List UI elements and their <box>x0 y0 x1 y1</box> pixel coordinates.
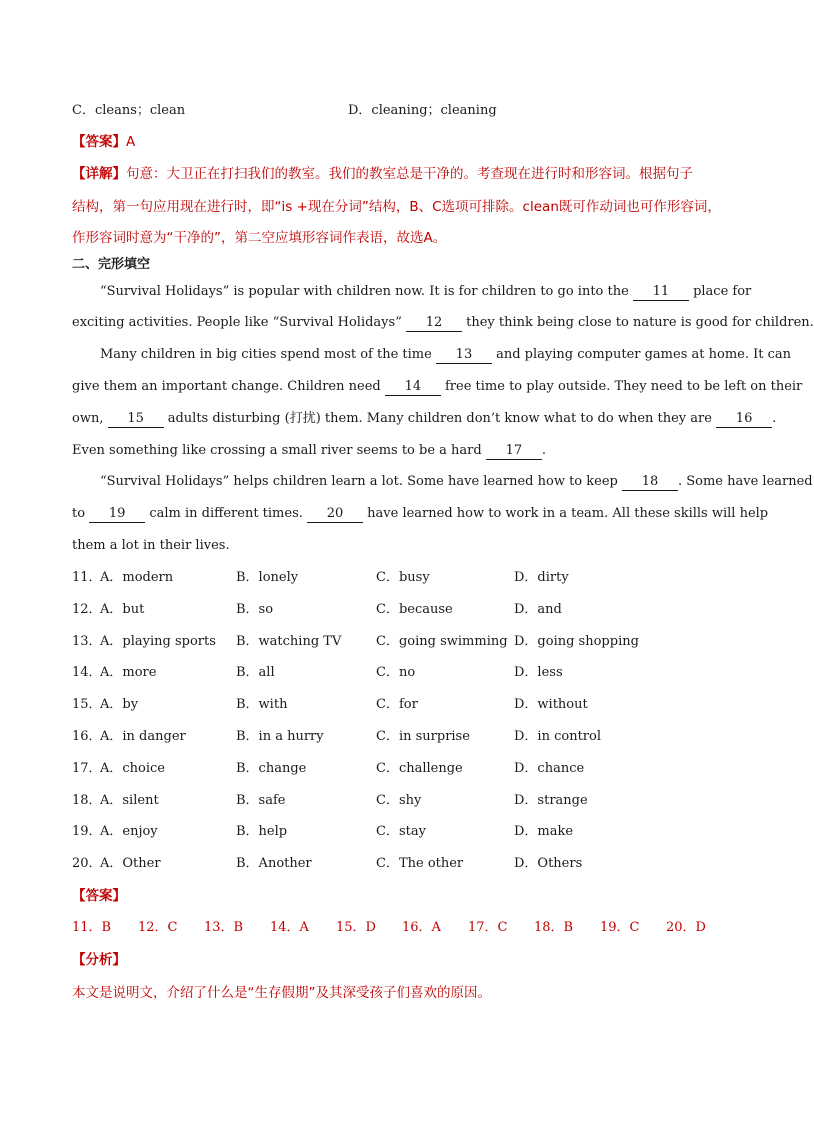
option-c: C．going swimming <box>376 633 508 649</box>
prev-option-c: C．cleans；clean <box>72 103 186 118</box>
passage-text: own, <box>72 411 108 426</box>
option-b: B．watching TV <box>236 633 342 649</box>
prev-option-d: D．cleaning；cleaning <box>348 103 497 118</box>
option-c: C．no <box>376 665 416 681</box>
option-b: B．with <box>236 697 288 713</box>
option-b: B．lonely <box>236 570 299 585</box>
option-a: A．in danger <box>100 729 186 744</box>
passage-text: and playing computer games at home. It can <box>491 347 791 362</box>
prev-detail-line-2: 结构，第一句应用现在进行时，即“is +现在分词”结构，B、C选项可排除。clean既可作动词也可作形容词， <box>72 199 721 215</box>
option-d: D．without <box>514 697 588 713</box>
prev-answer-value: A <box>126 134 136 150</box>
passage-text: adults disturbing (打扰) them. Many children don’t know what to do when they are <box>163 411 717 426</box>
passage-line-3 <box>100 345 791 365</box>
answer-item: 11．B <box>72 920 112 935</box>
question-row <box>72 632 732 652</box>
answer-item: 19．C <box>600 920 640 935</box>
prev-detail-line-1 <box>72 164 693 184</box>
option-c: C．stay <box>376 824 426 840</box>
option-d: D．chance <box>514 760 585 776</box>
answer-item: 15．D <box>336 920 376 935</box>
question-number: 12． <box>72 601 102 617</box>
passage-text: they think being close to nature is good for children. <box>461 315 814 330</box>
analysis-text: 本文是说明文，介绍了什么是“生存假期”及其深受孩子们喜欢的原因。 <box>72 985 491 1001</box>
option-a: A．playing sports <box>100 633 216 649</box>
question-number: 13． <box>72 633 102 649</box>
question-number: 14． <box>72 665 102 681</box>
question-number: 11． <box>72 570 102 585</box>
option-d: D．make <box>514 824 574 840</box>
blank-19: 19 <box>89 506 145 523</box>
option-b: B．so <box>236 601 274 617</box>
option-d: D．in control <box>514 729 601 744</box>
prev-detail-line-3: 作形容词时意为“干净的”，第二空应填形容词作表语，故选A。 <box>72 230 447 246</box>
option-d: D．dirty <box>514 570 569 585</box>
option-c: C．busy <box>376 570 430 585</box>
question-row <box>72 822 732 842</box>
option-a: A．silent <box>100 792 159 808</box>
passage-text: Even something like crossing a small river seems to be a hard <box>72 443 486 458</box>
passage-text: to <box>72 506 90 521</box>
blank-18: 18 <box>622 474 678 491</box>
blank-12: 12 <box>406 315 462 332</box>
passage-text: give them an important change. Children need <box>72 379 385 394</box>
option-b: B．Another <box>236 856 312 872</box>
option-a: A．modern <box>100 570 174 585</box>
option-d: D．going shopping <box>514 633 639 649</box>
option-c: C．for <box>376 697 418 713</box>
passage-line-9: them a lot in their lives. <box>72 538 230 553</box>
passage-text: Many children in big cities spend most of the time <box>100 347 436 362</box>
question-row <box>72 568 732 588</box>
option-d: D．less <box>514 665 563 681</box>
option-a: A．Other <box>100 856 161 872</box>
section-title: 二、完形填空 <box>72 257 151 272</box>
option-a: A．enjoy <box>100 824 158 840</box>
option-c: C．shy <box>376 792 422 808</box>
passage-line-6 <box>72 441 546 461</box>
passage-line-4 <box>72 377 802 397</box>
passage-text: “Survival Holidays” is popular with children now. It is for children to go into the <box>100 284 633 299</box>
blank-13: 13 <box>436 347 492 364</box>
answer-item: 13．B <box>204 920 244 935</box>
question-number: 15． <box>72 697 102 713</box>
answer-item: 16．A <box>402 920 441 935</box>
passage-text: calm in different times. <box>145 506 308 521</box>
option-b: B．change <box>236 760 307 776</box>
blank-16: 16 <box>716 411 772 428</box>
option-a: A．choice <box>100 760 166 776</box>
analysis-label: 【分析】 <box>72 952 126 968</box>
question-row <box>72 759 732 779</box>
option-c: C．in surprise <box>376 729 470 744</box>
option-b: B．all <box>236 665 275 681</box>
blank-20: 20 <box>307 506 363 523</box>
question-number: 19． <box>72 824 102 840</box>
question-row <box>72 695 732 715</box>
answer-label: 【答案】 <box>72 888 126 904</box>
answer-item: 18．B <box>534 920 574 935</box>
passage-text: . Some have learned <box>677 474 813 489</box>
passage-text: . <box>541 443 546 458</box>
option-c: C．The other <box>376 856 464 872</box>
option-a: A．by <box>100 697 139 713</box>
question-row <box>72 854 732 874</box>
blank-14: 14 <box>385 379 441 396</box>
question-row <box>72 600 732 620</box>
answer-item: 20．D <box>666 920 706 935</box>
passage-text: . <box>772 411 777 426</box>
passage-text: “Survival Holidays” helps children learn a lot. Some have learned how to keep <box>100 474 622 489</box>
option-d: D．and <box>514 601 562 617</box>
question-number: 20． <box>72 856 102 872</box>
option-a: A．more <box>100 665 157 681</box>
passage-line-2 <box>72 313 814 333</box>
prev-answer-label: 【答案】 <box>72 134 126 150</box>
question-row <box>72 663 732 683</box>
passage-text: place for <box>688 284 752 299</box>
blank-15: 15 <box>108 411 164 428</box>
blank-17: 17 <box>486 443 542 460</box>
passage-text: have learned how to work in a team. All these skills will help <box>363 506 769 521</box>
answer-item: 12．C <box>138 920 178 935</box>
option-b: B．safe <box>236 792 286 808</box>
passage-text: exciting activities. People like “Survival Holidays” <box>72 315 406 330</box>
option-b: B．help <box>236 824 288 840</box>
option-c: C．because <box>376 601 453 617</box>
option-a: A．but <box>100 601 145 617</box>
question-number: 16． <box>72 729 102 744</box>
answer-item: 14．A <box>270 920 309 935</box>
question-number: 17． <box>72 760 102 776</box>
blank-11: 11 <box>633 284 689 301</box>
option-d: D．strange <box>514 792 588 808</box>
question-row <box>72 791 732 811</box>
question-row <box>72 727 732 747</box>
passage-line-5 <box>72 409 776 429</box>
passage-line-7 <box>100 472 813 492</box>
prev-detail-label: 【详解】 <box>72 166 126 182</box>
passage-text: free time to play outside. They need to be left on their <box>440 379 803 394</box>
passage-line-1 <box>100 282 751 302</box>
passage-line-8 <box>72 504 768 524</box>
prev-answer <box>72 132 135 152</box>
prev-detail-text-1: 句意：大卫正在打扫我们的教室。我们的教室总是干净的。考查现在进行时和形容词。根据句子 <box>126 166 693 182</box>
question-number: 18． <box>72 792 102 808</box>
option-b: B．in a hurry <box>236 729 324 744</box>
option-c: C．challenge <box>376 760 463 776</box>
answer-item: 17．C <box>468 920 508 935</box>
option-d: D．Others <box>514 856 583 872</box>
